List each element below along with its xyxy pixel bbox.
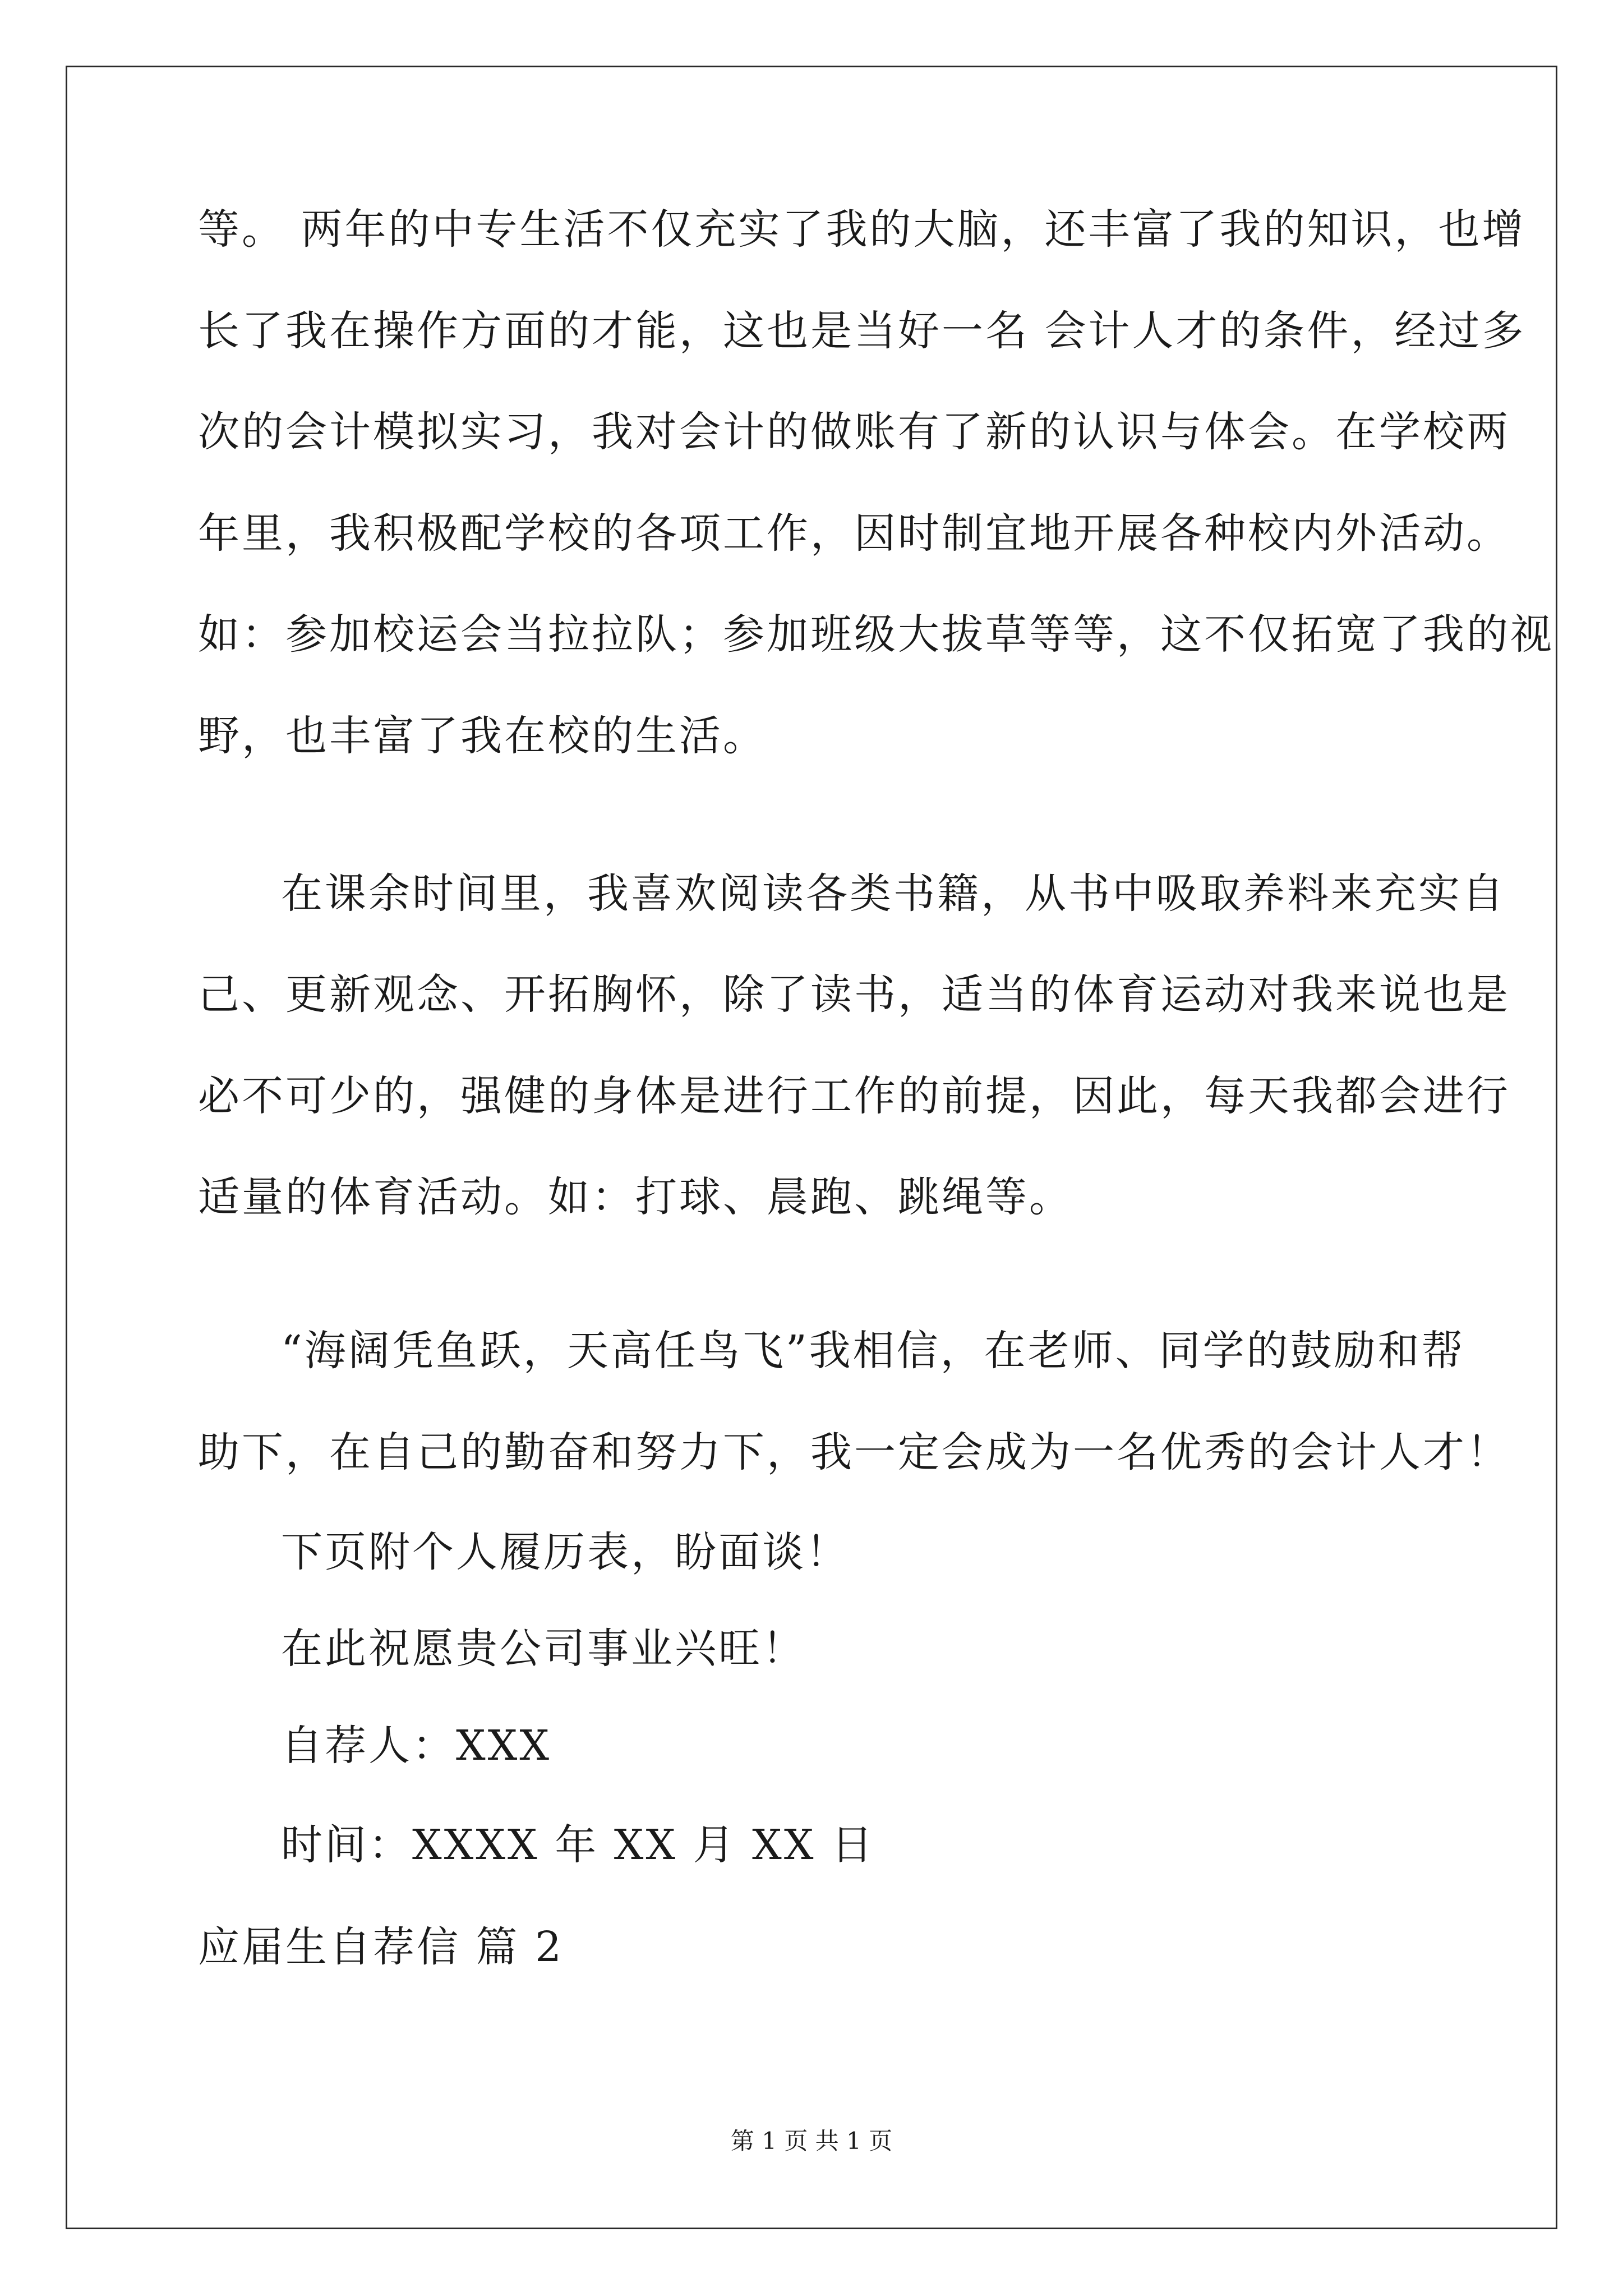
page-border <box>66 66 1557 2229</box>
attachment-note: 下页附个人履历表，盼面谈！ <box>281 1528 850 1576</box>
paragraph-3-line-1: “海阔凭鱼跃，天高任鸟飞”我相信，在老师、同学的鼓励和帮 <box>281 1327 1465 1375</box>
date-line: 时间：XXXX 年 XX 月 XX 日 <box>281 1821 875 1869</box>
paragraph-1-line-4: 年里，我积极配学校的各项工作，因时制宜地开展各种校内外活动。 <box>198 509 1510 558</box>
paragraph-1-line-6: 野，也丰富了我在校的生活。 <box>198 712 767 760</box>
paragraph-2-line-2: 己、更新观念、开拓胸怀，除了读书，适当的体育运动对我来说也是 <box>198 970 1510 1019</box>
paragraph-1-line-1: 等。 两年的中专生活不仅充实了我的大脑，还丰富了我的知识，也增 <box>198 205 1526 254</box>
page-footer: 第 1 页 共 1 页 <box>730 2127 893 2155</box>
paragraph-1-line-5: 如：参加校运会当拉拉队；参加班级大拔草等等，这不仅拓宽了我的视 <box>198 610 1554 659</box>
signer-line: 自荐人：XXX <box>281 1722 552 1770</box>
paragraph-3-line-2: 助下，在自己的勤奋和努力下，我一定会成为一名优秀的会计人才！ <box>198 1428 1510 1476</box>
paragraph-2-line-1: 在课余时间里，我喜欢阅读各类书籍，从书中吸取养料来充实自 <box>281 869 1506 918</box>
paragraph-2-line-3: 必不可少的，强健的身体是进行工作的前提，因此，每天我都会进行 <box>198 1072 1510 1120</box>
paragraph-2-line-4: 适量的体育活动。如：打球、晨跑、跳绳等。 <box>198 1173 1073 1221</box>
closing-wishes: 在此祝愿贵公司事业兴旺！ <box>281 1625 806 1673</box>
paragraph-1-line-2: 长了我在操作方面的才能，这也是当好一名 会计人才的条件，经过多 <box>198 307 1526 355</box>
paragraph-1-line-3: 次的会计模拟实习，我对会计的做账有了新的认识与体会。在学校两 <box>198 408 1510 456</box>
section-heading: 应届生自荐信 篇 2 <box>198 1923 564 1971</box>
